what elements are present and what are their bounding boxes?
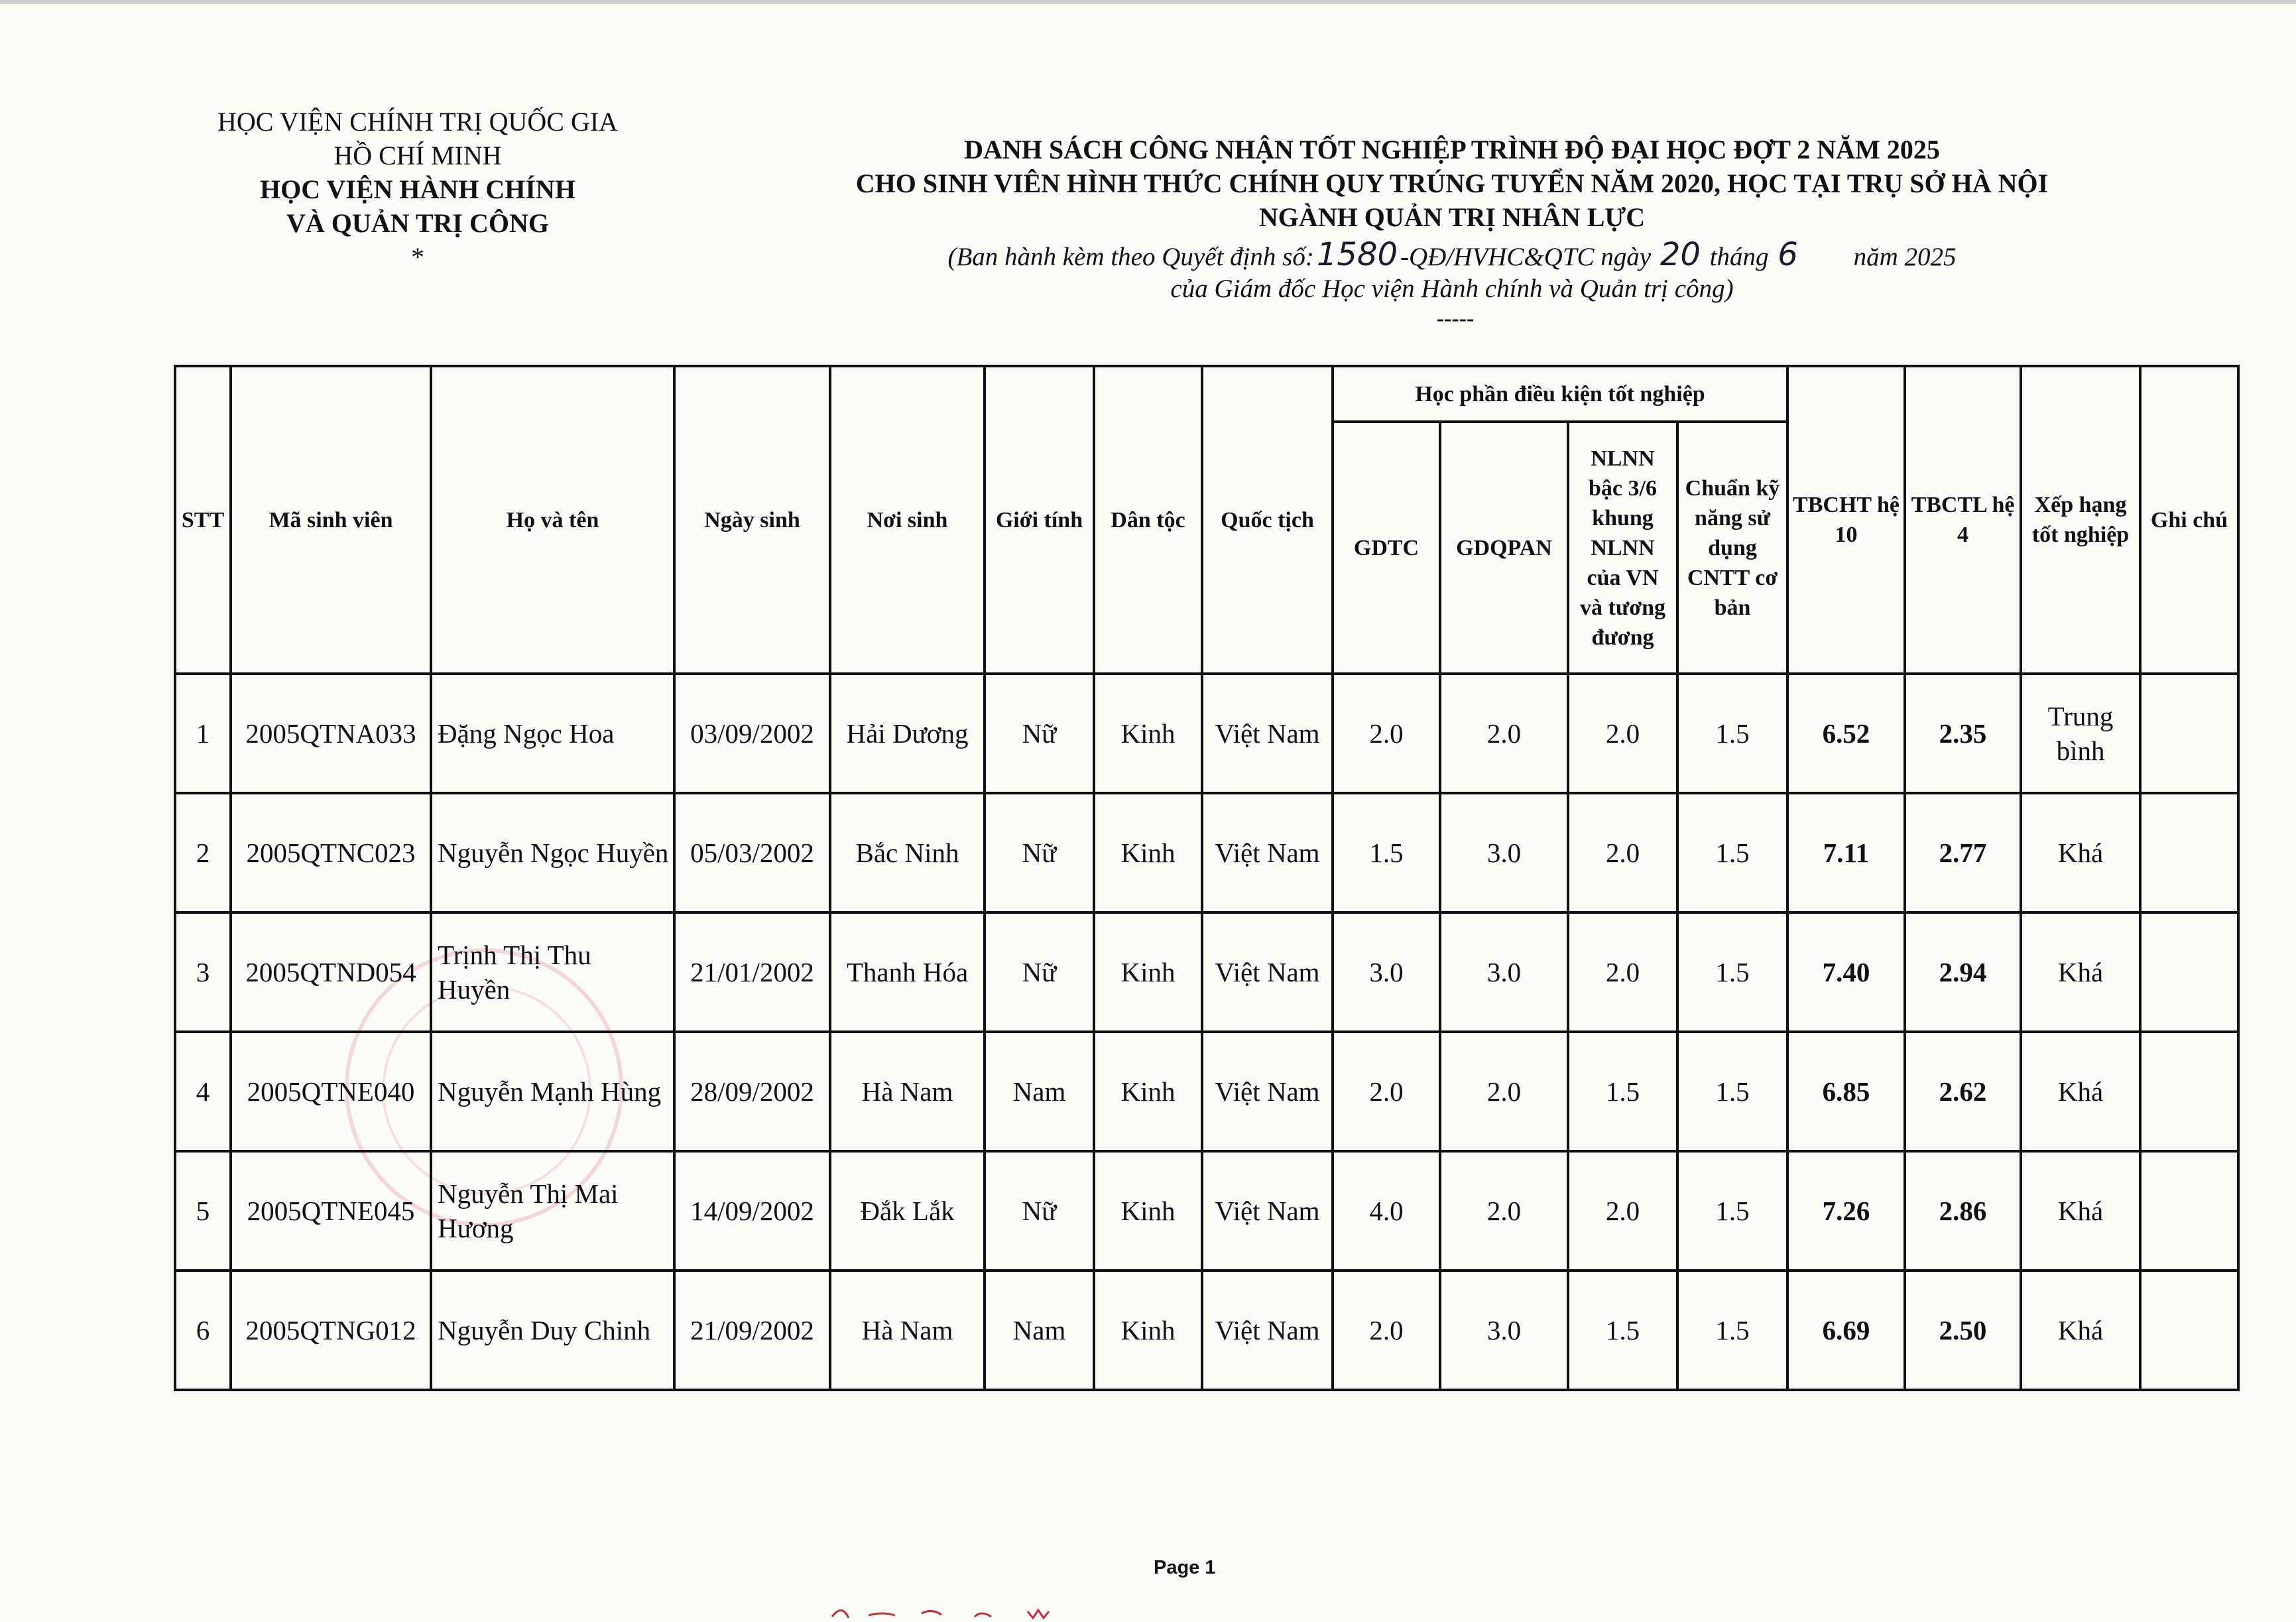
cell-nationality: Việt Nam <box>1202 1032 1333 1151</box>
cell-rank: Trung bình <box>2021 674 2140 793</box>
cell-nlnn: 2.0 <box>1568 674 1677 793</box>
cell-nlnn: 2.0 <box>1568 912 1677 1032</box>
cell-stt: 5 <box>175 1151 231 1271</box>
decision-code: -QĐ/HVHC&QTC ngày <box>1400 243 1652 271</box>
cell-student-id: 2005QTNA033 <box>231 674 431 793</box>
decision-day: 20 <box>1660 236 1701 273</box>
table-row <box>175 793 2238 912</box>
cell-gdtc: 2.0 <box>1333 674 1440 793</box>
cell-rank: Khá <box>2021 1151 2140 1271</box>
document-title <box>762 133 2142 234</box>
cell-student-id: 2005QTND054 <box>231 912 431 1032</box>
cell-tbctl: 2.77 <box>1905 793 2021 912</box>
cell-gdtc: 4.0 <box>1333 1151 1440 1271</box>
cell-note <box>2140 674 2238 793</box>
cell-note <box>2140 793 2238 912</box>
cell-nlnn: 1.5 <box>1568 1032 1677 1151</box>
cell-rank: Khá <box>2021 793 2140 912</box>
cell-tbctl: 2.50 <box>1905 1271 2021 1390</box>
title-line-3: NGÀNH QUẢN TRỊ NHÂN LỰC <box>1258 202 1646 232</box>
cell-tbctl: 2.35 <box>1905 674 2021 793</box>
cell-tbctl: 2.62 <box>1905 1032 2021 1151</box>
decision-reference <box>762 236 2142 305</box>
cell-gdtc: 2.0 <box>1333 1032 1440 1151</box>
cell-tbcht: 7.26 <box>1787 1151 1905 1271</box>
decision-month-label: tháng <box>1709 243 1769 271</box>
handwritten-mark <box>829 1603 1127 1621</box>
cell-note <box>2140 1151 2238 1271</box>
organization-header <box>166 105 670 274</box>
page-number: Page 1 <box>1154 1557 1216 1578</box>
cell-cntt: 1.5 <box>1677 793 1787 912</box>
cell-dob: 21/09/2002 <box>674 1271 830 1390</box>
org-line-2: HỒ CHÍ MINH <box>333 141 502 170</box>
cell-nationality: Việt Nam <box>1202 912 1333 1032</box>
cell-gdqpan: 3.0 <box>1440 1271 1568 1390</box>
cell-rank: Khá <box>2021 1032 2140 1151</box>
cell-stt: 2 <box>175 793 231 912</box>
org-line-3: HỌC VIỆN HÀNH CHÍNH <box>260 174 575 204</box>
cell-birthplace: Bắc Ninh <box>830 793 985 912</box>
title-line-1: DANH SÁCH CÔNG NHẬN TỐT NGHIỆP TRÌNH ĐỘ ĐẠI HỌC ĐỢT 2 NĂM 2025 <box>964 135 1940 164</box>
cell-gender: Nữ <box>985 674 1094 793</box>
header-tbctl: TBCTL hệ 4 <box>1905 366 2021 674</box>
cell-birthplace: Hà Nam <box>830 1032 985 1151</box>
cell-note <box>2140 1271 2238 1390</box>
header-birthplace: Nơi sinh <box>830 366 985 674</box>
header-graduation-conditions: Học phần điều kiện tốt nghiệp <box>1333 366 1787 422</box>
cell-tbcht: 6.85 <box>1787 1032 1905 1151</box>
cell-dob: 03/09/2002 <box>674 674 830 793</box>
decision-year-label: năm 2025 <box>1853 243 1957 271</box>
header-student-id: Mã sinh viên <box>231 366 431 674</box>
cell-nationality: Việt Nam <box>1202 1271 1333 1390</box>
header-nationality: Quốc tịch <box>1202 366 1333 674</box>
cell-full-name: Nguyễn Mạnh Hùng <box>431 1032 674 1151</box>
cell-gdtc: 3.0 <box>1333 912 1440 1032</box>
cell-student-id: 2005QTNG012 <box>231 1271 431 1390</box>
table-row <box>175 1151 2238 1271</box>
cell-nlnn: 2.0 <box>1568 793 1677 912</box>
table-row <box>175 912 2238 1032</box>
cell-dob: 14/09/2002 <box>674 1151 830 1271</box>
cell-cntt: 1.5 <box>1677 1151 1787 1271</box>
cell-tbcht: 7.11 <box>1787 793 1905 912</box>
graduation-table <box>174 365 2240 1391</box>
header-gender: Giới tính <box>985 366 1094 674</box>
header-rank: Xếp hạng tốt nghiệp <box>2021 366 2140 674</box>
cell-ethnicity: Kinh <box>1094 912 1202 1032</box>
header-gdqpan: GDQPAN <box>1440 422 1568 674</box>
decision-month: 6 <box>1778 236 1798 273</box>
cell-student-id: 2005QTNE040 <box>231 1032 431 1151</box>
table-row <box>175 1271 2238 1390</box>
cell-tbcht: 7.40 <box>1787 912 1905 1032</box>
header-ethnicity: Dân tộc <box>1094 366 1202 674</box>
cell-birthplace: Hà Nam <box>830 1271 985 1390</box>
cell-dob: 21/01/2002 <box>674 912 830 1032</box>
title-line-2: CHO SINH VIÊN HÌNH THỨC CHÍNH QUY TRÚNG TUYỂN NĂM 2020, HỌC TẠI TRỤ SỞ HÀ NỘI <box>855 168 2049 198</box>
cell-nlnn: 2.0 <box>1568 1151 1677 1271</box>
org-line-4: VÀ QUẢN TRỊ CÔNG <box>286 208 549 238</box>
cell-nationality: Việt Nam <box>1202 1151 1333 1271</box>
cell-birthplace: Đắk Lắk <box>830 1151 985 1271</box>
decision-line-1 <box>762 236 2142 273</box>
table-body <box>175 674 2238 1390</box>
cell-student-id: 2005QTNC023 <box>231 793 431 912</box>
decision-number: 1580 <box>1316 236 1398 273</box>
decision-line-2: của Giám đốc Học viện Hành chính và Quản trị công) <box>1170 275 1734 303</box>
cell-tbcht: 6.69 <box>1787 1271 1905 1390</box>
cell-ethnicity: Kinh <box>1094 674 1202 793</box>
cell-ethnicity: Kinh <box>1094 1271 1202 1390</box>
cell-ethnicity: Kinh <box>1094 1032 1202 1151</box>
cell-full-name: Nguyễn Duy Chinh <box>431 1271 674 1390</box>
scan-top-edge <box>0 0 2296 4</box>
cell-gender: Nữ <box>985 912 1094 1032</box>
cell-note <box>2140 1032 2238 1151</box>
header-stt: STT <box>175 366 231 674</box>
cell-birthplace: Hải Dương <box>830 674 985 793</box>
separator: ----- <box>1436 306 1475 331</box>
header-gdtc: GDTC <box>1333 422 1440 674</box>
org-line-1: HỌC VIỆN CHÍNH TRỊ QUỐC GIA <box>217 107 619 137</box>
cell-full-name: Đặng Ngọc Hoa <box>431 674 674 793</box>
cell-gdtc: 1.5 <box>1333 793 1440 912</box>
cell-gender: Nữ <box>985 793 1094 912</box>
cell-stt: 4 <box>175 1032 231 1151</box>
header-tbcht: TBCHT hệ 10 <box>1787 366 1905 674</box>
cell-gdqpan: 3.0 <box>1440 912 1568 1032</box>
cell-student-id: 2005QTNE045 <box>231 1151 431 1271</box>
cell-dob: 05/03/2002 <box>674 793 830 912</box>
cell-tbctl: 2.94 <box>1905 912 2021 1032</box>
cell-full-name: Nguyễn Ngọc Huyền <box>431 793 674 912</box>
cell-nationality: Việt Nam <box>1202 674 1333 793</box>
cell-gdqpan: 2.0 <box>1440 674 1568 793</box>
cell-gender: Nam <box>985 1032 1094 1151</box>
cell-cntt: 1.5 <box>1677 1271 1787 1390</box>
cell-dob: 28/09/2002 <box>674 1032 830 1151</box>
table-row <box>175 1032 2238 1151</box>
cell-full-name: Trịnh Thị Thu Huyền <box>431 912 674 1032</box>
cell-stt: 6 <box>175 1271 231 1390</box>
cell-cntt: 1.5 <box>1677 1032 1787 1151</box>
cell-ethnicity: Kinh <box>1094 793 1202 912</box>
decision-prefix: (Ban hành kèm theo Quyết định số: <box>947 243 1314 271</box>
cell-cntt: 1.5 <box>1677 674 1787 793</box>
cell-stt: 1 <box>175 674 231 793</box>
cell-rank: Khá <box>2021 912 2140 1032</box>
cell-gdqpan: 2.0 <box>1440 1151 1568 1271</box>
cell-tbcht: 6.52 <box>1787 674 1905 793</box>
cell-nlnn: 1.5 <box>1568 1271 1677 1390</box>
cell-birthplace: Thanh Hóa <box>830 912 985 1032</box>
cell-full-name: Nguyễn Thị Mai Hương <box>431 1151 674 1271</box>
header-note: Ghi chú <box>2140 366 2238 674</box>
org-star: * <box>411 242 424 272</box>
cell-note <box>2140 912 2238 1032</box>
cell-gdqpan: 2.0 <box>1440 1032 1568 1151</box>
header-nlnn: NLNN bậc 3/6 khung NLNN của VN và tương đương <box>1568 422 1677 674</box>
cell-gdqpan: 3.0 <box>1440 793 1568 912</box>
cell-nationality: Việt Nam <box>1202 793 1333 912</box>
header-cntt: Chuẩn kỹ năng sử dụng CNTT cơ bản <box>1677 422 1787 674</box>
cell-tbctl: 2.86 <box>1905 1151 2021 1271</box>
cell-rank: Khá <box>2021 1271 2140 1390</box>
cell-stt: 3 <box>175 912 231 1032</box>
cell-gender: Nam <box>985 1271 1094 1390</box>
cell-gdtc: 2.0 <box>1333 1271 1440 1390</box>
header-full-name: Họ và tên <box>431 366 674 674</box>
table-row <box>175 674 2238 793</box>
cell-gender: Nữ <box>985 1151 1094 1271</box>
header-dob: Ngày sinh <box>674 366 830 674</box>
cell-ethnicity: Kinh <box>1094 1151 1202 1271</box>
cell-cntt: 1.5 <box>1677 912 1787 1032</box>
